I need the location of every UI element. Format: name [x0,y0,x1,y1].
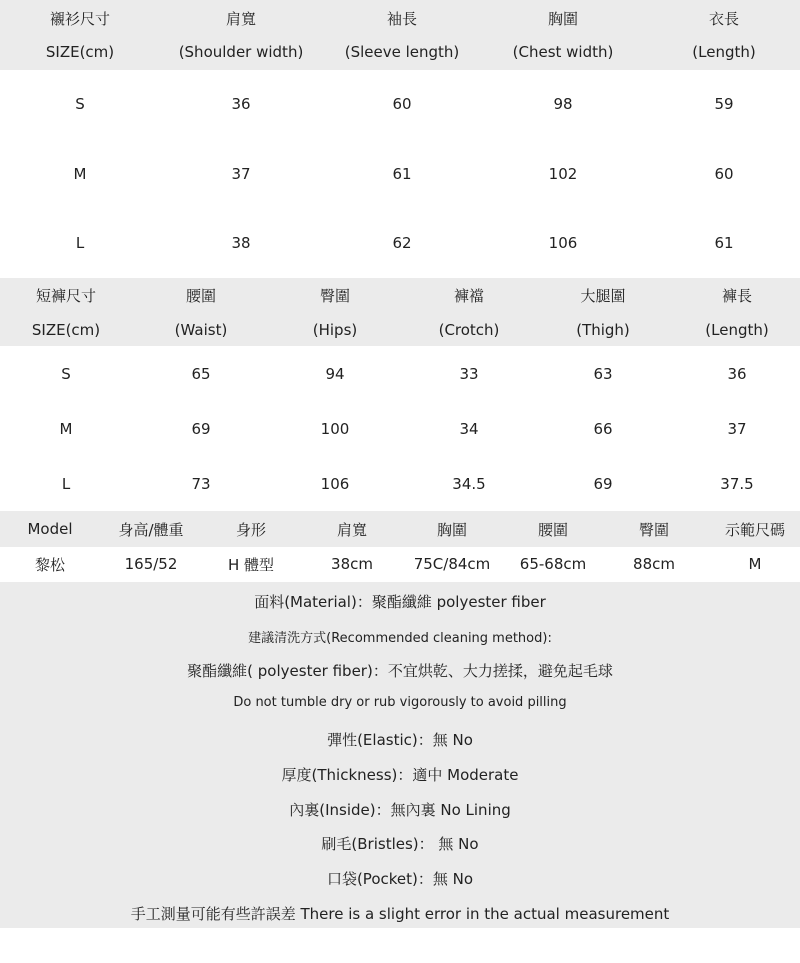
shorts-size-cell: L [61,475,71,493]
inside-text: 內裏(Inside)：無內裏 No Lining [289,801,511,819]
model-header-hips: 臀圍 [638,520,670,539]
model-header-name: Model [27,520,73,538]
model-header-height: 身高/體重 [118,520,184,539]
table-row [0,226,800,260]
shirt-header-sleeve-en: (Sleeve length) [344,43,460,61]
shirt-header-size-en: SIZE(cm) [45,43,115,61]
cleaning-en-text: Do not tumble dry or rub vigorously to avoid pilling [233,695,567,710]
shirt-value-cell: 38 [231,234,251,252]
model-hips-value: 88cm [633,555,675,573]
elastic-text: 彈性(Elastic)：無 No [327,731,473,749]
shorts-header-waist: 腰圍 [185,286,217,305]
shorts-value-cell: 65 [191,365,211,383]
shirt-header-chest-en: (Chest width) [512,43,614,61]
table-row [0,412,800,446]
shorts-size-cell: M [59,420,73,438]
model-header-body-type: 身形 [235,520,267,539]
table-row [0,87,800,121]
model-demo-size-value: M [748,555,762,573]
pocket-text: 口袋(Pocket)：無 No [326,870,474,888]
shirt-value-cell: 61 [714,234,734,252]
thickness-text: 厚度(Thickness)：適中 Moderate [281,766,519,784]
shirt-header-size: 襯衫尺寸 [49,9,111,28]
shirt-value-cell: 36 [231,95,251,113]
shorts-value-cell: 106 [320,475,350,493]
model-body-type-value: H 體型 [227,555,275,574]
shorts-header-zh-row [0,278,800,312]
shirt-header-zh-row [0,1,800,35]
model-waist-value: 65-68cm [519,555,587,573]
shirt-value-cell: 37 [231,165,251,183]
model-height-value: 165/52 [124,555,178,573]
shirt-header-en-row [0,35,800,69]
model-header-waist: 腰圍 [537,520,569,539]
shirt-value-cell: 62 [392,234,412,252]
shorts-value-cell: 33 [459,365,479,383]
shorts-header-size: 短褲尺寸 [35,286,97,305]
shorts-header-length-en: (Length) [705,321,769,339]
shorts-value-cell: 69 [191,420,211,438]
cleaning-zh-text: 聚酯纖維( polyester fiber)：不宜烘乾、大力搓揉，避免起毛球 [187,662,613,680]
shirt-size-cell: M [73,165,87,183]
shorts-header-waist-en: (Waist) [174,321,228,339]
shorts-value-cell: 94 [325,365,345,383]
shorts-value-cell: 100 [320,420,350,438]
model-header-chest: 胸圍 [436,520,468,539]
shorts-header-crotch-en: (Crotch) [438,321,500,339]
shorts-header-hips: 臀圍 [319,286,351,305]
table-row [0,547,800,581]
shirt-header-length-en: (Length) [692,43,756,61]
model-header-demo-size: 示範尺碼 [724,520,786,539]
shirt-header-chest: 胸圍 [547,9,579,28]
shorts-value-cell: 37 [727,420,747,438]
table-row [0,467,800,501]
shirt-value-cell: 60 [714,165,734,183]
shorts-value-cell: 34 [459,420,479,438]
shorts-header-length: 褲長 [721,286,753,305]
model-chest-value: 75C/84cm [413,555,491,573]
model-name-value: 黎松 [34,555,66,574]
shirt-header-sleeve: 袖長 [386,9,418,28]
shorts-value-cell: 34.5 [452,475,486,493]
model-header-row [0,511,800,547]
shirt-value-cell: 60 [392,95,412,113]
model-header-shoulder: 肩寬 [336,520,368,539]
bristles-text: 刷毛(Bristles)： 無 No [321,835,479,853]
shirt-value-cell: 106 [548,234,578,252]
shorts-header-hips-en: (Hips) [312,321,358,339]
material-text: 面料(Material)：聚酯纖維 polyester fiber [254,593,546,611]
shorts-header-size-en: SIZE(cm) [31,321,101,339]
shorts-value-cell: 69 [593,475,613,493]
shorts-value-cell: 36 [727,365,747,383]
shirt-header-shoulder-en: (Shoulder width) [178,43,304,61]
shirt-size-cell: L [75,234,85,252]
model-shoulder-value: 38cm [331,555,373,573]
shorts-size-cell: S [61,365,71,383]
shirt-value-cell: 102 [548,165,578,183]
shirt-header-length: 衣長 [708,9,740,28]
measurement-error-text: 手工測量可能有些許誤差 There is a slight error in the actual measurement [130,905,670,923]
shorts-value-cell: 66 [593,420,613,438]
shorts-header-en-row [0,313,800,347]
shirt-size-cell: S [75,95,85,113]
shorts-header-thigh: 大腿圍 [580,286,626,305]
table-row [0,357,800,391]
table-row [0,157,800,191]
shirt-value-cell: 59 [714,95,734,113]
cleaning-title-text: 建議清洗方式(Recommended cleaning method): [248,631,552,646]
shorts-header-thigh-en: (Thigh) [576,321,630,339]
shorts-value-cell: 73 [191,475,211,493]
shorts-value-cell: 63 [593,365,613,383]
shorts-header-crotch: 褲襠 [453,286,485,305]
shirt-header-shoulder: 肩寬 [225,9,257,28]
shirt-value-cell: 61 [392,165,412,183]
shirt-value-cell: 98 [553,95,573,113]
shorts-value-cell: 37.5 [720,475,754,493]
